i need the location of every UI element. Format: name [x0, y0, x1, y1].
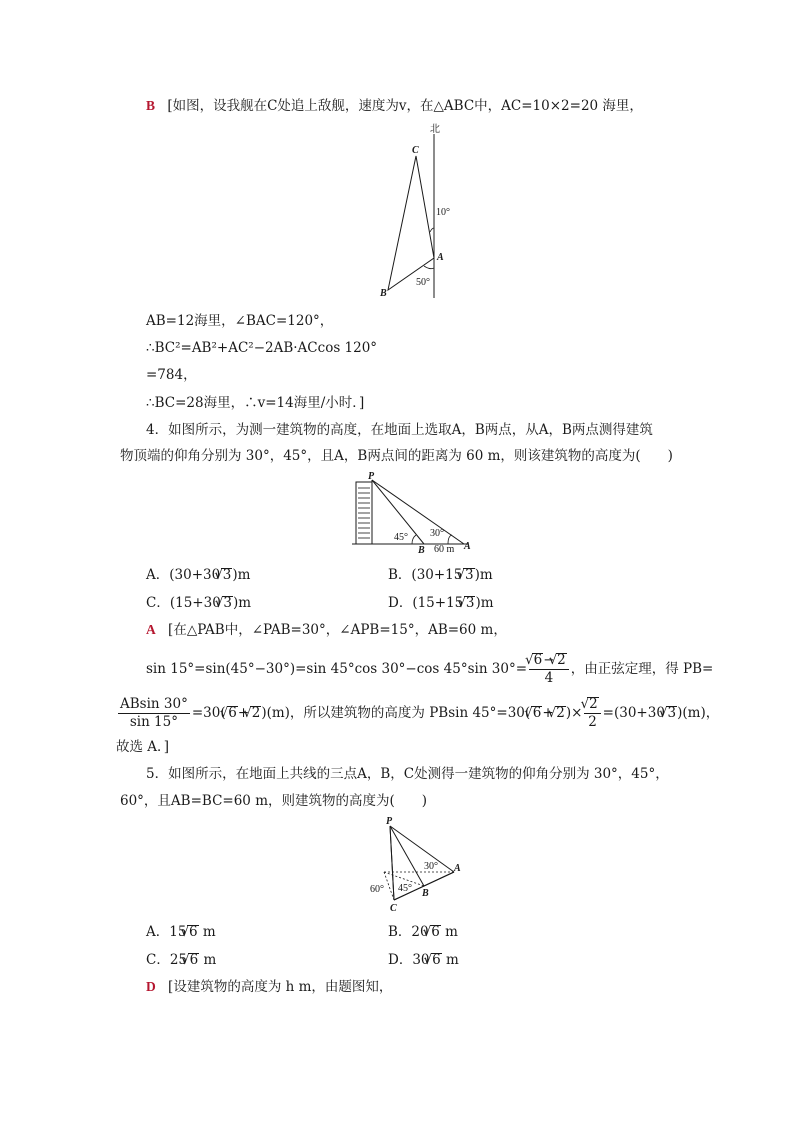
- q4-answer-letter: A: [146, 622, 156, 637]
- q4-solution-4: 故选 A．]: [116, 739, 170, 755]
- q4-figure: [352, 472, 478, 554]
- q5-stem-2: 60°，且AB=BC=60 m，则建筑物的高度为( ): [120, 793, 428, 809]
- q3-intro: [如图，设我舰在C处追上敌舰，速度为v，在△ABC中，AC=10×2=20 海里，: [167, 98, 643, 114]
- q5-figure: [368, 816, 464, 914]
- q3-figure: [372, 120, 452, 302]
- q4-fig-a: A: [464, 541, 471, 552]
- q5-option-a: A．15√ 6 m: [146, 922, 216, 942]
- q4-option-c: C．(15+30√ 3)m: [146, 593, 251, 613]
- q5-option-c: C．25√ 6 m: [146, 950, 216, 970]
- q5-option-d: D．30√ 6 m: [388, 950, 459, 970]
- q3-fig-c: C: [412, 145, 419, 156]
- q4-solution-1: A [在△PAB中，∠PAB=30°，∠APB=15°，AB=60 m，: [146, 622, 507, 638]
- q5-fig-p: P: [386, 816, 393, 827]
- q5-fig-45: 45°: [398, 883, 412, 894]
- q4-fig-b: B: [418, 545, 425, 554]
- q3-line-3: =784，: [146, 367, 197, 383]
- q5-fig-c: C: [390, 903, 397, 914]
- q3-fig-north: 北: [430, 124, 440, 135]
- q3-fig-50deg: 50°: [416, 277, 430, 288]
- q3-answer-letter: B: [146, 98, 156, 113]
- q3-line-4: ∴BC=28海里，∴v=14海里/小时．]: [146, 395, 365, 411]
- q5-solution-1: D [设建筑物的高度为 h m，由题图知，: [146, 979, 393, 995]
- q5-answer-letter: D: [146, 979, 156, 994]
- q3-line-2: ∴BC²=AB²+AC²−2AB·ACcos 120°: [146, 340, 378, 356]
- q3-answer-line: [146, 96, 643, 116]
- q4-solution-2: sin 15°=sin(45°−30°)=sin 45°cos 30°−cos 45°sin 30°= √ $\frac{6-√ 2}{4}$ ，由正弦定理，得 PB=: [146, 650, 713, 688]
- q3-fig-b: B: [380, 288, 387, 299]
- q4-option-d: D．(15+15√ 3)m: [388, 593, 494, 613]
- q4-fig-30: 30°: [430, 528, 444, 539]
- q5-fig-a: A: [454, 863, 461, 874]
- q3-fig-10deg: 10°: [436, 207, 450, 218]
- q5-stem-1: 5．如图所示，在地面上共线的三点A，B，C处测得一建筑物的仰角分别为 30°，45°，: [146, 766, 669, 782]
- q5-fig-60: 60°: [370, 884, 384, 895]
- q4-fig-60m: 60 m: [434, 544, 455, 554]
- q5-option-b: B．20√ 6 m: [388, 922, 458, 942]
- q4-solution-3: $\frac{ABsin 30^\circ}{\sin 15^\circ}$ =30(√ 6+√ 2)(m)，所以建筑物的高度为 PBsin 45°=30(√ 6+√ 2)× √ $\frac{2}{2}$ =(30+30√ 3)(m)，: [116, 694, 719, 732]
- q4-stem-2: 物顶端的仰角分别为 30°，45°，且A，B两点间的距离为 60 m，则该建筑物的高度为( ): [120, 448, 673, 464]
- q4-option-b: B．(30+15√ 3)m: [388, 565, 493, 585]
- q4-fig-p: P: [368, 472, 375, 482]
- q4-fig-45: 45°: [394, 532, 408, 543]
- q3-line-1: AB=12海里，∠BAC=120°，: [146, 313, 334, 329]
- q5-fig-b: B: [422, 888, 429, 899]
- q3-fig-a: A: [437, 252, 444, 263]
- q4-option-a: A．(30+30√ 3)m: [146, 565, 250, 585]
- q5-fig-30: 30°: [424, 861, 438, 872]
- q4-stem-1: 4．如图所示，为测一建筑物的高度，在地面上选取A，B两点，从A，B两点测得建筑: [146, 422, 653, 438]
